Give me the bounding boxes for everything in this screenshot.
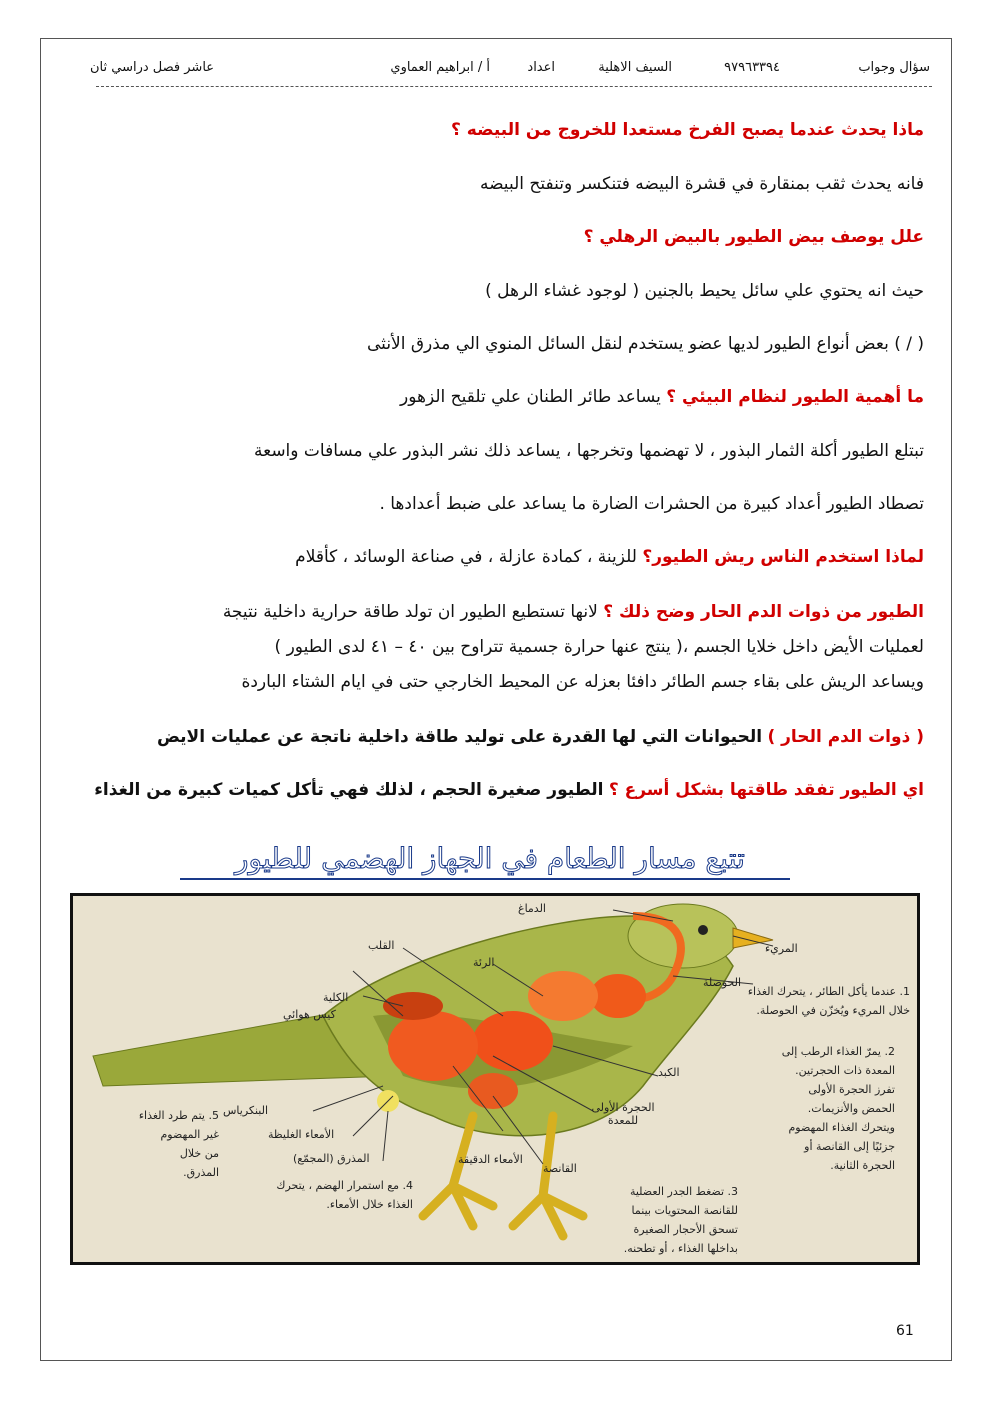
header-left: عاشر فصل دراسي ثان — [90, 60, 215, 75]
crop-organ — [590, 974, 646, 1018]
section-title: تتبع مسار الطعام في الجهاز الهضمي للطيور — [235, 842, 745, 875]
lung-organ — [528, 971, 598, 1021]
label-gizzard: القانصة — [543, 1162, 577, 1175]
header-phone: ٩٧٩٦٣٣٩٤ — [724, 60, 780, 75]
bird-digestive-figure — [70, 893, 920, 1265]
step-2-line: تفرز الحجرة الأولى — [808, 1083, 895, 1096]
header-right: سؤال وجواب — [858, 60, 930, 75]
question-1-text: ماذا يحدث عندما يصبح الفرخ مستعدا للخروج من البيضه ؟ — [451, 120, 924, 140]
step-4-line: 4. مع استمرار الهضم ، يتحرك — [276, 1179, 413, 1192]
intestine-organ — [388, 1011, 478, 1081]
step-3-line: للقانصة المحتويات بينما — [631, 1204, 738, 1217]
step-2-line: الحجرة الثانية. — [830, 1159, 895, 1172]
question-8 — [223, 602, 924, 622]
definition-9 — [157, 727, 924, 747]
bird-eye — [698, 925, 708, 935]
answer-6: تصطاد الطيور أعداد كبيرة من الحشرات الضارة ما يساعد على ضبط أعدادها . — [379, 494, 924, 514]
section-title-underline — [180, 878, 790, 880]
label-brain: الدماغ — [518, 902, 546, 915]
label-esophagus: المريء — [765, 942, 798, 955]
page-number: 61 — [896, 1323, 914, 1339]
step-5-line: من خلال — [179, 1147, 219, 1160]
label-cloaca: المذرق (المجمّع) — [293, 1152, 370, 1165]
label-kidney: الكلية — [323, 991, 349, 1004]
question-10 — [94, 780, 924, 800]
answer-10: الطيور صغيرة الحجم ، لذلك فهي تأكل كميات كبيرة من الغذاء — [94, 780, 604, 800]
answer-1: فانه يحدث ثقب بمنقارة في قشرة البيضه فتنكسر وتنفتح البيضه — [479, 174, 924, 194]
header-author: أ / ابراهيم العماوي — [390, 60, 490, 75]
gizzard-organ — [468, 1073, 518, 1109]
step-3-note — [518, 1182, 738, 1258]
question-4-text: ما أهمية الطيور لنظام البيئي ؟ — [666, 387, 924, 407]
step-5-line: 5. يتم طرد الغذاء — [138, 1109, 219, 1122]
step-3-line: بداخلها الغذاء ، أو تطحنه. — [623, 1242, 738, 1255]
answer-7: للزينة ، كمادة عازلة ، في صناعة الوسائد ، كأقلام — [295, 547, 637, 567]
question-7 — [295, 547, 924, 567]
step-2-line: الحمض والأنزيمات. — [807, 1102, 895, 1115]
answer-5: تبتلع الطيور أكلة الثمار البذور ، لا تهضمها وتخرجها ، يساعد ذلك نشر البذور علي مسافات واسعة — [254, 441, 924, 461]
step-3-line: تسحق الأحجار الصغيرة — [633, 1223, 738, 1236]
header-prepared: اعداد — [527, 60, 555, 75]
step-4-line: الغذاء خلال الأمعاء. — [326, 1198, 413, 1211]
label-crop: الحوصلة — [703, 976, 742, 989]
label-heart: القلب — [368, 939, 395, 952]
header-divider — [96, 86, 932, 87]
answer-3: ( / ) بعض أنواع الطيور لديها عضو يستخدم لنقل السائل المنوي الي مذرق الأنثى — [367, 334, 924, 354]
question-2-text: علل يوصف بيض الطيور بالبيض الرهلي ؟ — [583, 227, 924, 247]
definition-9-text: الحيوانات التي لها القدرة على توليد طاقة داخلية ناتجة عن عمليات الايض — [156, 727, 763, 747]
answer-8c: ويساعد الريش على بقاء جسم الطائر دافئا بعزله عن المحيط الخارجي حتى في ايام الشتاء الباردة — [241, 672, 924, 692]
question-2 — [584, 227, 924, 247]
label-liver: الكبد — [658, 1066, 680, 1079]
label-air-sac: كيس هوائي — [283, 1008, 336, 1021]
answer-8a: لانها تستطيع الطيور ان تولد طاقة حرارية داخلية نتيجة — [222, 602, 598, 622]
step-2-line: ويتحرك الغذاء المهضوم — [788, 1121, 895, 1134]
step-2-line: المعدة ذات الحجرتين. — [795, 1064, 895, 1077]
label-small-intestine: الأمعاء الدقيقة — [458, 1153, 523, 1166]
label-stomach: الحجرة الأولى للمعدة — [591, 1101, 655, 1127]
step-1-note — [655, 982, 910, 1020]
heart-liver-organ — [473, 1011, 553, 1071]
step-5-line: المذرق. — [183, 1166, 219, 1179]
page-header — [90, 60, 930, 80]
header-school: السيف الاهلية — [598, 60, 672, 75]
step-2-line: 2. يمرّ الغذاء الرطب إلى — [781, 1045, 895, 1058]
question-7-text: لماذا استخدم الناس ريش الطيور؟ — [642, 547, 924, 567]
step-5-line: غير المهضوم — [160, 1128, 219, 1141]
label-lung: الرئة — [473, 956, 495, 969]
step-1-line: 1. عندما يأكل الطائر ، يتحرك الغذاء — [747, 985, 910, 998]
step-2-note — [685, 1042, 895, 1175]
question-1 — [451, 120, 924, 140]
step-4-note — [188, 1176, 413, 1214]
label-pancreas: البنكرياس — [223, 1104, 269, 1117]
label-large-intestine: الأمعاء الغليظة — [268, 1128, 335, 1141]
answer-8b: لعمليات الأيض داخل خلايا الجسم ،( ينتج عنها حرارة جسمية تتراوح بين ٤٠ – ٤١ لدى الطيور ) — [274, 637, 924, 657]
question-10-text: اي الطيور تفقد طاقتها بشكل أسرع ؟ — [608, 780, 924, 800]
step-5-note — [79, 1106, 219, 1182]
answer-4: يساعد طائر الطنان علي تلقيح الزهور — [399, 387, 661, 407]
term-9: ( ذوات الدم الحار ) — [767, 727, 924, 747]
step-1-line: خلال المريء ويُخزّن في الحوصلة. — [756, 1004, 910, 1017]
question-8-text: الطيور من ذوات الدم الحار وضح ذلك ؟ — [603, 602, 924, 622]
question-4 — [400, 387, 924, 407]
step-2-line: جزئيًا إلى القانصة أو — [804, 1140, 895, 1153]
step-3-line: 3. تضغط الجدر العضلية — [629, 1185, 738, 1198]
answer-2: حيث انه يحتوي علي سائل يحيط بالجنين ( لوجود غشاء الرهل ) — [485, 281, 924, 301]
